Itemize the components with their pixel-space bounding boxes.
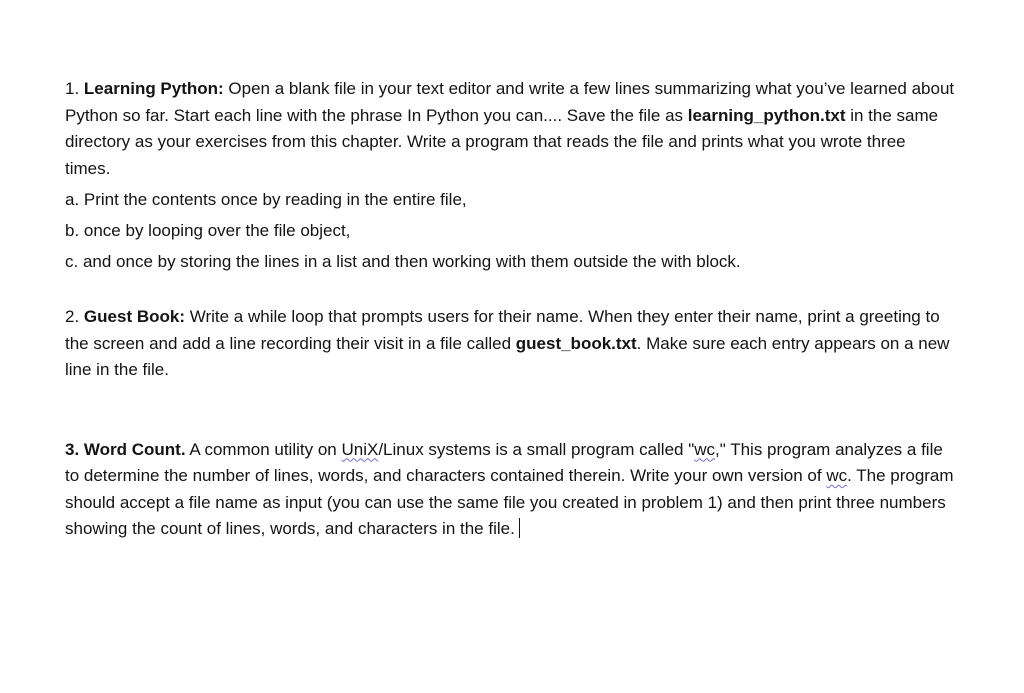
problem-3-text-a: A common utility on (185, 439, 342, 459)
problem-1-item-a: a. Print the contents once by reading in the entire file, (65, 190, 467, 209)
problem-2-filename: guest_book.txt (515, 333, 637, 353)
problem-1-item-b: b. once by looping over the file object, (65, 221, 351, 240)
spellcheck-word-unix[interactable]: UniX (341, 439, 379, 459)
problem-2-text-b: . Make sure each entry appears on a new line in the file. (65, 333, 950, 379)
spellcheck-word-wc[interactable]: wc (694, 439, 716, 459)
problem-2-title: Guest Book: (83, 307, 185, 326)
problem-1 (65, 76, 955, 182)
problem-1-text-b: in the same directory as your exercises from this chapter. Write a program that reads the file and prints what you wrote three times. (65, 105, 939, 178)
document-body[interactable] (65, 76, 955, 543)
problem-3-title: 3. Word Count. (65, 439, 186, 459)
text-cursor (519, 518, 520, 538)
spellcheck-word-wc-2[interactable]: wc (826, 466, 848, 485)
problem-1-filename: learning_python.txt (687, 105, 846, 125)
problem-3-text-c: ," This program analyzes a file to determine the number of lines, words, and characters contained therein. Write your own version of (65, 439, 943, 485)
problem-3 (65, 437, 955, 543)
problem-1-text-a: Open a blank file in your text editor and write a few lines summarizing what you’ve learned about Python so far. Start each line with the phrase In Python you can.... Save the file as (65, 79, 955, 125)
problem-1-item-c: c. and once by storing the lines in a list and then working with them outside the with block. (65, 252, 741, 271)
blank-lines (65, 384, 955, 437)
problem-2 (65, 304, 955, 384)
problem-2-number: 2. (65, 307, 80, 326)
problem-3-text-b: /Linux systems is a small program called " (378, 439, 695, 459)
blank-line (65, 277, 955, 304)
problem-1-title: Learning Python: (83, 79, 224, 98)
problem-1-number: 1. (65, 79, 80, 98)
problem-3-text-d: . The program should accept a file name as input (you can use the same file you created in problem 1) and then print three numbers showing the count of lines, words, and characters in the file. (65, 466, 954, 538)
problem-2-text-a: Write a while loop that prompts users for their name. When they enter their name, print a greeting to the screen and add a line recording their visit in a file called (65, 307, 940, 353)
